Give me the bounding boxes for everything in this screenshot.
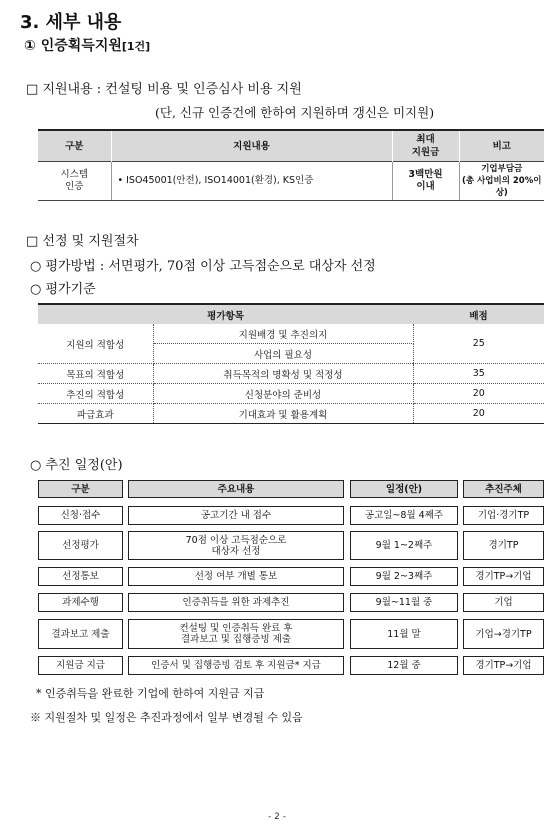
page-number: - 2 -	[268, 812, 286, 822]
criteria-sub: 사업의 필요성	[153, 344, 413, 364]
support-max-cell: 3백만원 이내	[392, 162, 459, 201]
schedule-date: 12월 중	[350, 656, 458, 675]
schedule-category: 선정통보	[38, 567, 123, 586]
criteria-score: 35	[413, 364, 544, 384]
sub-title-count: [1건]	[121, 40, 151, 53]
criteria-table	[38, 303, 544, 424]
notice: ※ 지원절차 및 일정은 추진과정에서 일부 변경될 수 있음	[30, 711, 303, 724]
table-row	[38, 162, 544, 201]
footnote: * 인증취득을 완료한 기업에 한하여 지원금 지급	[36, 687, 265, 700]
schedule-date: 공고일~8월 4째주	[350, 506, 458, 525]
schedule-owner: 기업	[463, 593, 544, 612]
criteria-score: 20	[413, 404, 544, 424]
support-header-max: 최대 지원금	[392, 130, 459, 162]
schedule-heading: ○ 추진 일정(안)	[30, 458, 123, 473]
schedule-category: 결과보고 제출	[38, 619, 123, 649]
schedule-owner: 경기TP	[463, 531, 544, 560]
schedule-content: 70점 이상 고득점순으로 대상자 선정	[128, 531, 344, 560]
schedule-owner: 기업·경기TP	[463, 506, 544, 525]
schedule-header-date: 일정(안)	[350, 480, 458, 498]
schedule-content: 선정 여부 개별 통보	[128, 567, 344, 586]
criteria-item: 파급효과	[38, 404, 153, 424]
support-header-note: 비고	[459, 130, 544, 162]
schedule-category: 지원금 지급	[38, 656, 123, 675]
support-content-line: □ 지원내용 : 컨설팅 비용 및 인증심사 비용 지원	[26, 82, 302, 97]
schedule-header-owner: 추진주체	[463, 480, 544, 498]
schedule-content: 공고기간 내 접수	[128, 506, 344, 525]
sub-title	[24, 35, 150, 55]
schedule-header-content: 주요내용	[128, 480, 344, 498]
schedule-content: 인증서 및 집행증빙 검토 후 지원금* 지급	[128, 656, 344, 675]
schedule-content: 컨설팅 및 인증취득 완료 후 결과보고 및 집행증빙 제출	[128, 619, 344, 649]
criteria-item: 추진의 적합성	[38, 384, 153, 404]
evaluation-method: ○ 평가방법 : 서면평가, 70점 이상 고득점순으로 대상자 선정	[30, 259, 376, 274]
criteria-sub: 기대효과 및 활용계획	[153, 404, 413, 424]
schedule-category: 과제수행	[38, 593, 123, 612]
criteria-sub: 신청분야의 준비성	[153, 384, 413, 404]
support-header-content: 지원내용	[111, 130, 392, 162]
support-content-cell: • ISO45001(안전), ISO14001(환경), KS인증	[111, 162, 392, 201]
schedule-date: 11월 말	[350, 619, 458, 649]
schedule-date: 9월 2~3째주	[350, 567, 458, 586]
criteria-header-item: 평가항목	[38, 304, 413, 324]
criteria-item: 지원의 적합성	[38, 324, 153, 364]
schedule-owner: 경기TP→기업	[463, 656, 544, 675]
criteria-table-header	[38, 304, 544, 324]
section-title: 3. 세부 내용	[20, 12, 122, 33]
schedule-category: 신청·접수	[38, 506, 123, 525]
schedule-date: 9월~11월 중	[350, 593, 458, 612]
support-condition-line: (단, 신규 인증건에 한하여 지원하며 갱신은 미지원)	[155, 105, 435, 120]
schedule-date: 9월 1~2째주	[350, 531, 458, 560]
support-table-header	[38, 130, 544, 162]
sub-title-text: ① 인증획득지원	[24, 38, 122, 54]
criteria-sub: 지원배경 및 추진의지	[153, 324, 413, 344]
criteria-score: 20	[413, 384, 544, 404]
schedule-category: 선정평가	[38, 531, 123, 560]
criteria-header-score: 배점	[413, 304, 544, 324]
support-category-cell: 시스템 인증	[38, 162, 111, 201]
schedule-content: 인증취득을 위한 과제추진	[128, 593, 344, 612]
criteria-score: 25	[413, 324, 544, 364]
criteria-item: 목표의 적합성	[38, 364, 153, 384]
table-row	[38, 324, 544, 344]
criteria-label: ○ 평가기준	[30, 282, 96, 297]
schedule-owner: 기업→경기TP	[463, 619, 544, 649]
selection-heading: □ 선정 및 지원절차	[26, 234, 139, 249]
support-note-cell: 기업부담금 (총 사업비의 20%이상)	[459, 162, 544, 201]
table-row	[38, 404, 544, 424]
support-table	[38, 129, 544, 201]
schedule-owner: 경기TP→기업	[463, 567, 544, 586]
table-row	[38, 384, 544, 404]
table-row	[38, 364, 544, 384]
schedule-header-category: 구분	[38, 480, 123, 498]
support-header-category: 구분	[38, 130, 111, 162]
criteria-sub: 취득목적의 명확성 및 적정성	[153, 364, 413, 384]
